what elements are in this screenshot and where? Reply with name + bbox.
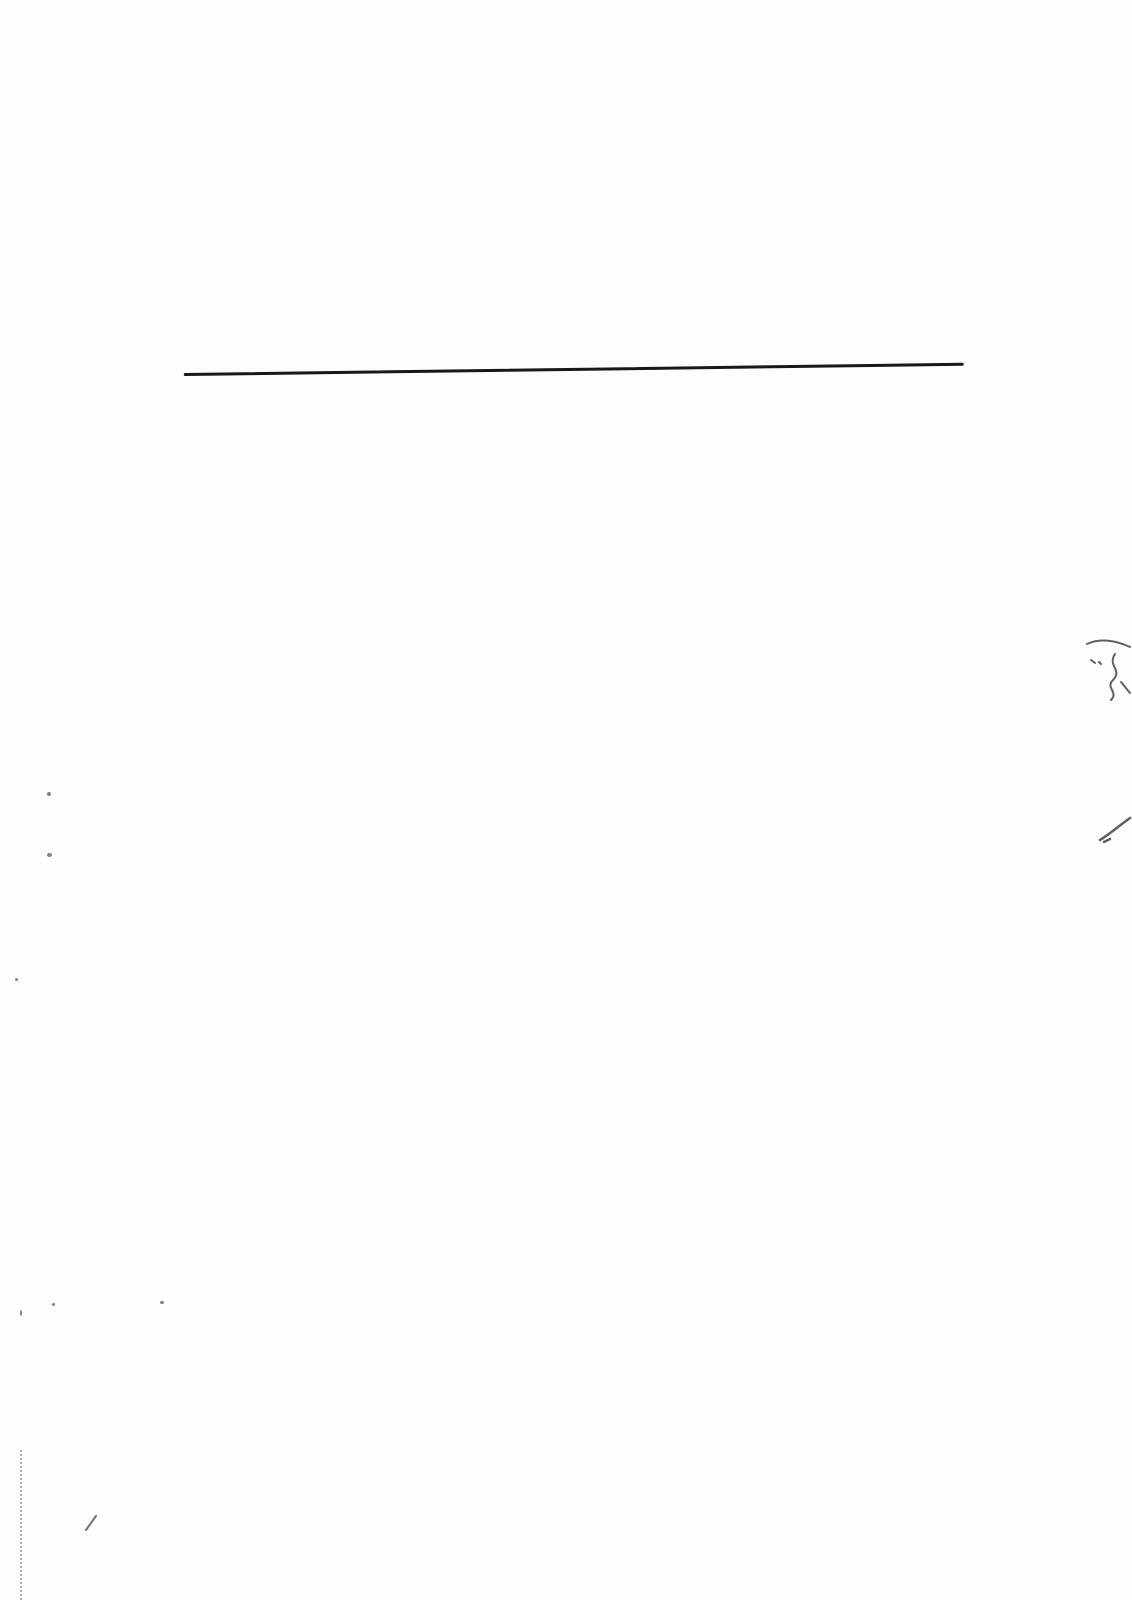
- scan-artifact-slash: [84, 1514, 98, 1532]
- scan-speck: [47, 792, 51, 796]
- table-top-rule: [184, 363, 964, 376]
- scan-artifact-dotted-line: [20, 1450, 22, 1600]
- results-table-body: [0, 0, 1127, 4]
- column-header-basis: [773, 399, 953, 400]
- scan-speck: [52, 1303, 55, 1306]
- column-header-unit: [488, 404, 588, 405]
- scan-speck: [15, 978, 18, 981]
- column-header-limit-line2: [596, 402, 776, 403]
- scan-artifact-right-dash: [1098, 816, 1132, 844]
- scan-speck: [160, 1301, 164, 1304]
- column-header-limit-line1: [568, 373, 748, 374]
- scan-speck: [47, 853, 52, 857]
- column-header-result: [381, 404, 491, 405]
- scan-artifact-right-smudge: [1085, 636, 1132, 721]
- scan-speck: [20, 1310, 22, 1316]
